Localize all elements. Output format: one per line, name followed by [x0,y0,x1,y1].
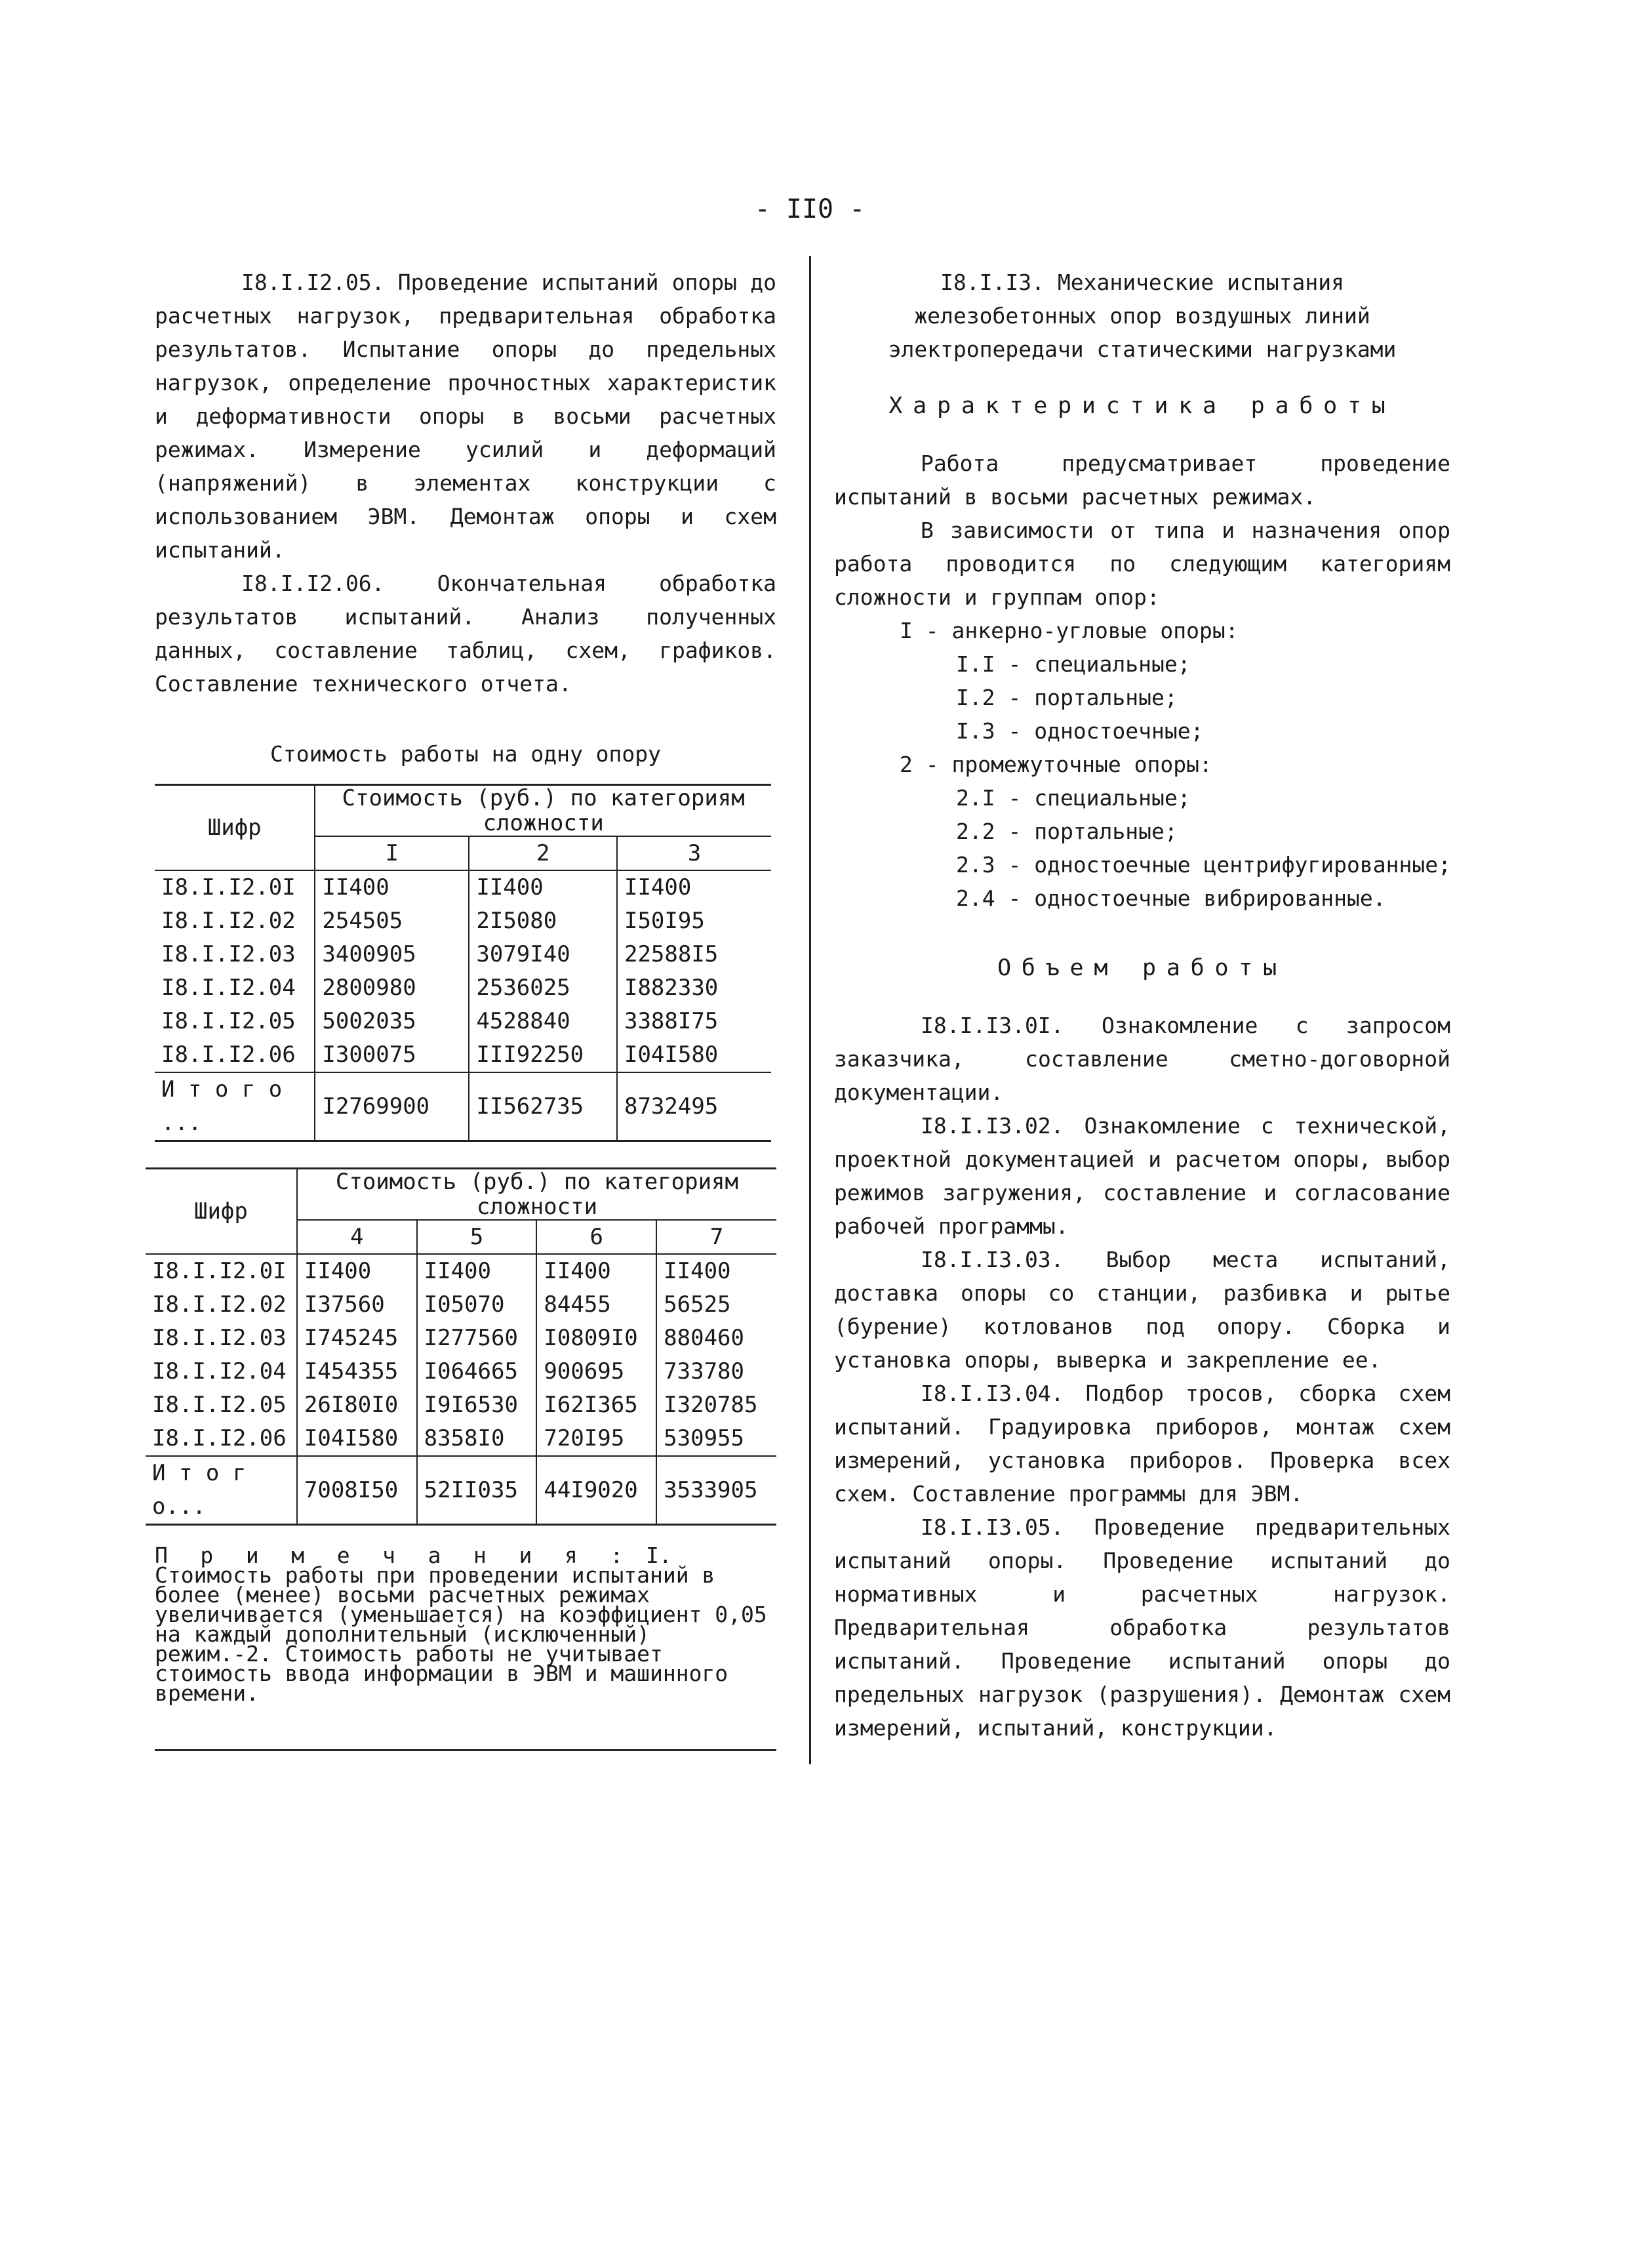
cell: I882330 [617,971,771,1005]
table1-col-3: 3 [617,836,771,870]
total-cell: 3533905 [656,1456,776,1525]
row-code: I8.I.I2.06 [152,1425,287,1451]
scope-18-1-13-04: I8.I.I3.04. Подбор тросов, сборка схем испытаний. Градуировка приборов, монтаж схем измерений, установка приборов. Проверка всех схем. Составление программы для ЭВМ. [834,1381,1450,1507]
cell: II400 [469,870,617,904]
cell: I04I580 [617,1038,771,1072]
cell: 84455 [536,1288,656,1322]
table2-col-5: 5 [417,1220,537,1254]
total-cell: I2769900 [315,1072,469,1141]
paragraph-18-1-12-06: I8.I.I2.06. Окончательная обработка результатов испытаний. Анализ полученных данных, составление таблиц, схем, графиков. Составление технического отчета. [155,571,776,697]
table-total-row [146,1456,776,1525]
list-item: I.I - специальные; [956,651,1191,677]
section-heading: I8.I.I3. Механические испытания железобетонных опор воздушных линий электропередачи статическими нагрузками [888,270,1397,362]
row-code: I8.I.I2.06 [161,1042,296,1068]
cell: II400 [617,870,771,904]
row-code: I8.I.I2.02 [161,908,296,934]
scope-18-1-13-02: I8.I.I3.02. Ознакомление с технической, проектной документацией и расчетом опоры, выбор режимов загружения, составление и согласование рабочей программы. [834,1113,1450,1239]
cell: 8358I0 [417,1422,537,1456]
list-item: 2.I - специальные; [956,785,1191,811]
total-cell: II562735 [469,1072,617,1141]
cell: 900695 [536,1355,656,1388]
row-code: I8.I.I2.0I [152,1258,287,1284]
left-column-text [155,266,776,700]
cell: I745245 [297,1322,417,1355]
list-item: I.3 - одностоечные; [956,718,1204,744]
cell: I9I6530 [417,1388,537,1422]
table-row [155,904,771,938]
table1-col-1: I [315,836,469,870]
notes [155,1543,776,1706]
cell: 530955 [656,1422,776,1456]
cell: I0809I0 [536,1322,656,1355]
category-list [834,614,1450,915]
row-code: I8.I.I2.05 [161,1008,296,1034]
cell: 5002035 [315,1005,469,1038]
cell: I320785 [656,1388,776,1422]
cell: II400 [656,1254,776,1288]
table2-col-4: 4 [297,1220,417,1254]
total-cell: 52II035 [417,1456,537,1525]
cell: I277560 [417,1322,537,1355]
table-row [155,1005,771,1038]
characteristics-title: Характеристика работы [888,393,1396,419]
row-code: I8.I.I2.02 [152,1291,287,1318]
page-number: - II0 - [754,194,866,224]
scope-title: Объем работы [997,955,1287,981]
list-item: I - анкерно-угловые опоры: [900,618,1239,643]
cell: 3079I40 [469,938,617,971]
paragraph-18-1-12-05: I8.I.I2.05. Проведение испытаний опоры до расчетных нагрузок, предварительная обработка результатов. Испытание опоры до предельных нагрузок, определение прочностных характеристик и деформативности опоры в восьми расчетных режимах. Измерение усилий и деформаций (напряжений) в элементах конструкции с использованием ЭВМ. Демонтаж опоры и схем испытаний. [155,270,776,563]
notes-text: I. Стоимость работы при проведении испытаний в более (менее) восьми расчетных режимах увеличивается (уменьшается) на коэффициент 0,05 на каждый дополнительный (исключенный) режим.-2. Стоимость работы не учитывает стоимость ввода информации в ЭВМ и машинного времени. [155,1543,767,1706]
table-row [155,938,771,971]
cell: 26I80I0 [297,1388,417,1422]
row-code: I8.I.I2.04 [152,1358,287,1385]
table1-code-header: Шифр [155,785,315,871]
row-code: I8.I.I2.0I [161,874,296,901]
cell: I454355 [297,1355,417,1388]
list-item: 2.3 - одностоечные центрифугированные; [956,852,1451,878]
row-code: I8.I.I2.03 [161,941,296,967]
cell: II400 [417,1254,537,1288]
scope-18-1-13-01: I8.I.I3.0I. Ознакомление с запросом заказчика, составление сметно-договорной документации. [834,1013,1450,1105]
column-divider [809,256,811,1764]
cell: 2800980 [315,971,469,1005]
cell: 3388I75 [617,1005,771,1038]
cell: I05070 [417,1288,537,1322]
table-row [146,1355,776,1388]
cell: II400 [536,1254,656,1288]
table-row [146,1322,776,1355]
list-item: 2.2 - портальные; [956,819,1178,844]
table1-header-row [155,785,771,837]
row-code: I8.I.I2.03 [152,1325,287,1351]
cell: II400 [297,1254,417,1288]
table2-header-row [146,1169,776,1221]
characteristics-paragraph-1: Работа предусматривает проведение испытаний в восьми расчетных режимах. [834,451,1450,510]
cost-table-title: Стоимость работы на одну опору [269,741,662,767]
right-column [834,266,1450,1745]
cell: I50I95 [617,904,771,938]
scope-18-1-13-03: I8.I.I3.03. Выбор места испытаний, доставка опоры со станции, разбивка и рытье (бурение) котлованов под опору. Сборка и установка опоры, выверка и закрепление ее. [834,1247,1450,1373]
cell: II400 [315,870,469,904]
table-total-row [155,1072,771,1141]
cell: 3400905 [315,938,469,971]
list-item: I.2 - портальные; [956,685,1178,710]
cell: 733780 [656,1355,776,1388]
table2-col-7: 7 [656,1220,776,1254]
cell: I064665 [417,1355,537,1388]
cell: III92250 [469,1038,617,1072]
table-row [155,870,771,904]
table-row [146,1422,776,1456]
cost-table-2 [146,1167,776,1526]
table-row [146,1254,776,1288]
table2-code-header: Шифр [146,1169,297,1255]
total-cell: 44I9020 [536,1456,656,1525]
cell: 254505 [315,904,469,938]
row-code: I8.I.I2.04 [161,975,296,1001]
table2-col-6: 6 [536,1220,656,1254]
scope-18-1-13-05: I8.I.I3.05. Проведение предварительных испытаний опоры. Проведение испытаний до нормативных и расчетных нагрузок. Предварительная обработка результатов испытаний. Проведение испытаний опоры до предельных нагрузок (разрушения). Демонтаж схем измерений, испытаний, конструкции. [834,1514,1450,1741]
cell: I62I365 [536,1388,656,1422]
row-code: I8.I.I2.05 [152,1392,287,1418]
table-row [155,971,771,1005]
total-cell: 8732495 [617,1072,771,1141]
cost-table-1 [155,784,771,1142]
cell: 56525 [656,1288,776,1322]
table-row [146,1288,776,1322]
total-label: И т о г о ... [155,1072,315,1141]
table-row [146,1388,776,1422]
cell: 720I95 [536,1422,656,1456]
table2-group-header: Стоимость (руб.) по категориям сложности [297,1169,776,1221]
cell: I37560 [297,1288,417,1322]
notes-label: П р и м е ч а н и я : [155,1543,633,1568]
table1-group-header: Стоимость (руб.) по категориям сложности [315,785,771,837]
cell: 2I5080 [469,904,617,938]
list-item: 2.4 - одностоечные вибрированные. [956,885,1386,911]
total-cell: 7008I50 [297,1456,417,1525]
cell: 880460 [656,1322,776,1355]
notes-bottom-rule [155,1749,776,1751]
characteristics-paragraph-2: В зависимости от типа и назначения опор работа проводится по следующим категориям сложности и группам опор: [834,517,1450,610]
table-row [155,1038,771,1072]
cell: 22588I5 [617,938,771,971]
table1-col-2: 2 [469,836,617,870]
total-label: И т о г о... [146,1456,297,1525]
cell: I04I580 [297,1422,417,1456]
cell: I300075 [315,1038,469,1072]
cell: 4528840 [469,1005,617,1038]
list-item: 2 - промежуточные опоры: [900,752,1212,777]
cell: 2536025 [469,971,617,1005]
